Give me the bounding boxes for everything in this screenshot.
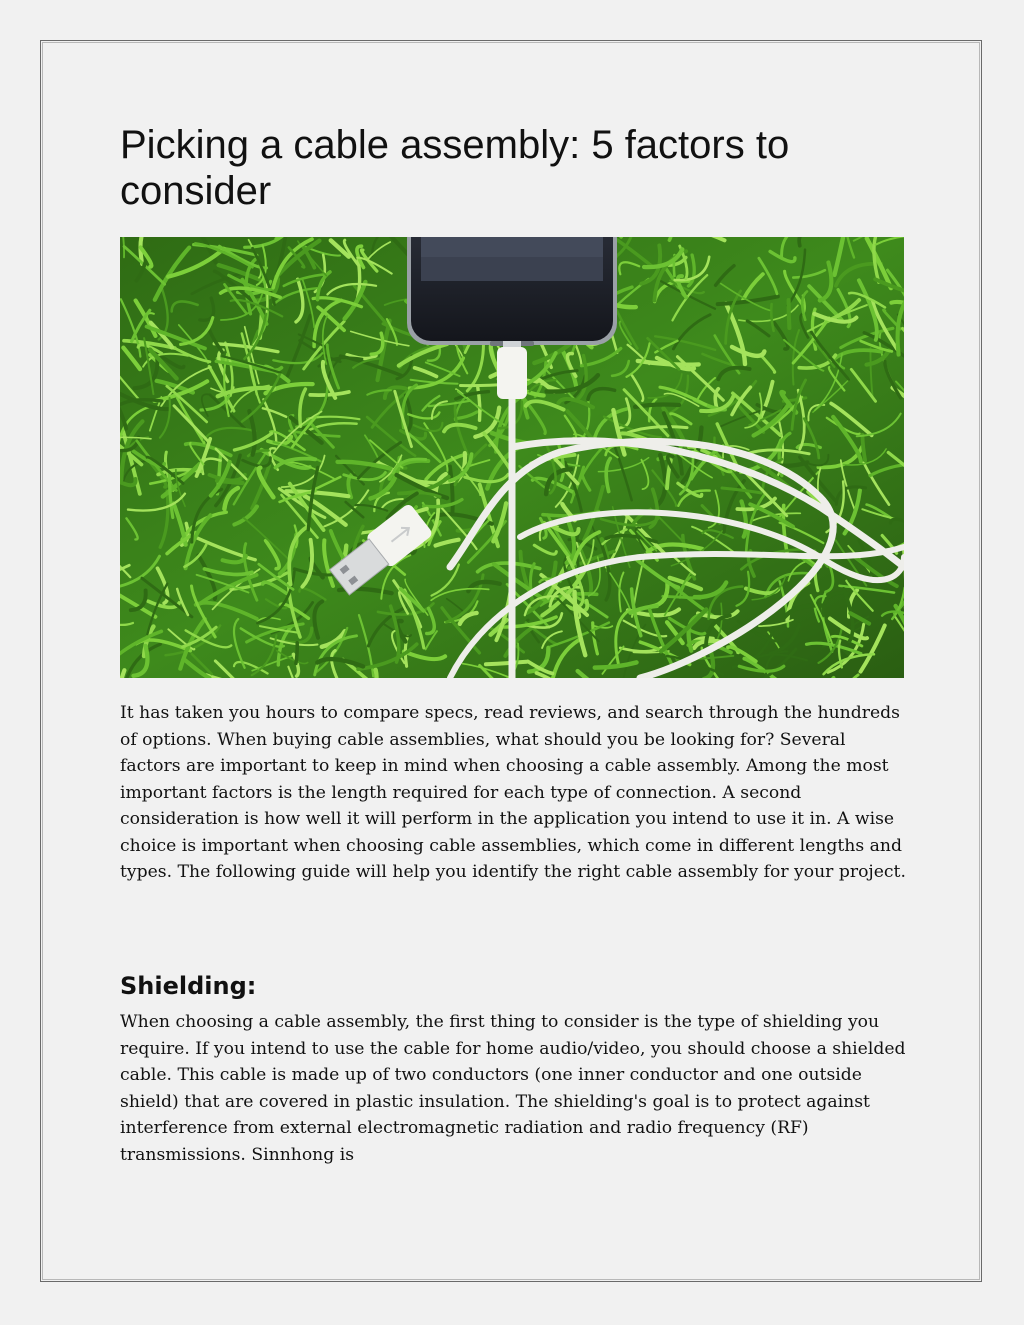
grass-blade xyxy=(789,300,790,328)
grass-blade xyxy=(486,662,527,665)
intro-paragraph: It has taken you hours to compare specs, read reviews, and search through the hundreds of options. When buying cable assemblies, what should you be looking for? Several factors are important to keep in mind when choosing a cable assembly. Among the most important factors is the length required for each type of connection. A second consideration is how well it will perform in the application you intend to use it in. A wise choice is important when choosing cable assemblies, which come in different lengths and types. The following guide will help you identify the right cable assembly for your project. xyxy=(120,703,906,882)
section-text-shielding: When choosing a cable assembly, the first thing to consider is the type of shielding you require. If you intend to use the cable for home audio/video, you should choose a shielded cable. This cable is made up of two conductors (one inner conductor and one outside shield) that are covered in plastic insulation. The shielding's goal is to protect against interference from external electromagnetic radiation and radio frequency (RF) transmissions. Sinnhong is xyxy=(120,1012,906,1165)
document-title: Picking a cable assembly: 5 factors to consider xyxy=(120,123,790,213)
phone-icon xyxy=(407,237,617,346)
grass-blade xyxy=(296,643,297,664)
section-heading-shielding: Shielding: xyxy=(120,972,257,1000)
phone-cable-grass-photo-icon xyxy=(120,237,904,678)
article-photo xyxy=(120,237,904,678)
